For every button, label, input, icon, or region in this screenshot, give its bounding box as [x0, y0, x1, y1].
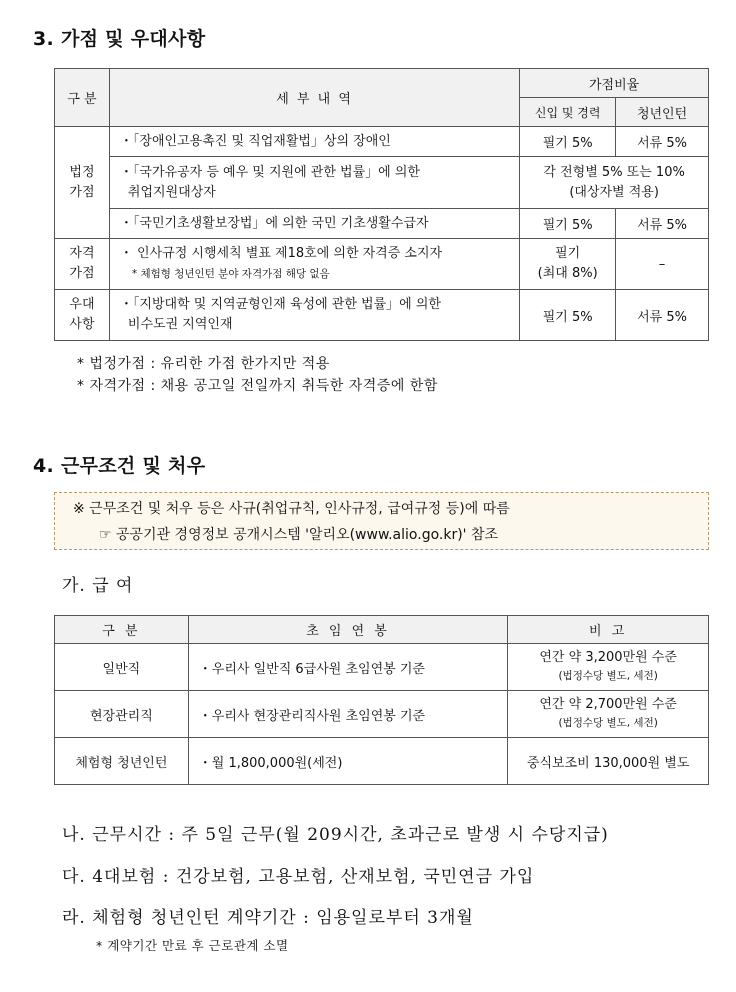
salary-row-2-note-line2: (법정수당 별도, 세전)	[558, 717, 658, 729]
col-ratio: 가점비율	[520, 69, 709, 98]
legal-row-2	[109, 157, 519, 209]
cert-row-detail: ・ 인사규정 시행세칙 별표 제18호에 의한 자격증 소지자	[119, 246, 443, 261]
cert-label-text: 자격 가점	[69, 246, 95, 281]
legal-row-1-new: 필기 5%	[520, 127, 616, 157]
legal-row-2-line1: ・「국가유공자 등 예우 및 지원에 관한 법률」에 의한	[119, 164, 420, 180]
legal-row-1-intern: 서류 5%	[616, 127, 709, 157]
salary-row-1-salary: ・우리사 일반직 6급사원 초임연봉 기준	[188, 644, 508, 691]
cert-row-new-line1: 필기	[555, 246, 581, 261]
legal-label	[55, 127, 110, 239]
cert-row-intern: –	[616, 239, 709, 290]
salary-row-2-cat: 현장관리직	[55, 691, 189, 738]
pref-row-intern: 서류 5%	[616, 290, 709, 341]
notice-line2: ☞ 공공기관 경영정보 공개시스템 '알리오(www.alio.go.kr)' 참조	[99, 527, 499, 543]
notice-box	[54, 492, 709, 550]
bonus-table	[54, 68, 709, 341]
pref-row-line2: 비수도권 지역인재	[127, 317, 233, 332]
salary-table	[54, 615, 709, 785]
col-intern: 청년인턴	[616, 98, 709, 127]
pref-row-new: 필기 5%	[520, 290, 616, 341]
salary-col-salary: 초 임 연 봉	[188, 616, 508, 644]
legal-row-3: ・「국민기초생활보장법」에 의한 국민 기초생활수급자	[109, 209, 519, 239]
section3-title: 3. 가점 및 우대사항	[33, 28, 206, 50]
cert-row-new-line2: (최대 8%)	[537, 266, 598, 281]
note-cert: * 자격가점 : 채용 공고일 전일까지 취득한 자격증에 한함	[77, 378, 438, 394]
col-new: 신입 및 경력	[520, 98, 616, 127]
sub-contract: 라. 체험형 청년인턴 계약기간 : 임용일로부터 3개월	[62, 908, 474, 928]
notice-line1: ※ 근무조건 및 처우 등은 사규(취업규칙, 인사규정, 급여규정 등)에 따름	[73, 501, 510, 517]
pref-row-line1: ・「지방대학 및 지역균형인재 육성에 관한 법률」에 의한	[119, 297, 441, 312]
salary-row-2-salary: ・우리사 현장관리직사원 초임연봉 기준	[188, 691, 508, 738]
col-detail: 세 부 내 역	[109, 69, 519, 127]
salary-col-category: 구 분	[55, 616, 189, 644]
salary-row-2-note	[508, 691, 709, 738]
pref-row	[109, 290, 519, 341]
sub-work-hours: 나. 근무시간 : 주 5일 근무(월 209시간, 초과근로 발생 시 수당지급)	[62, 825, 609, 845]
legal-row-2-line2: 취업지원대상자	[127, 184, 216, 200]
cert-label	[55, 239, 110, 290]
salary-row-1-note-line1: 연간 약 3,200만원 수준	[539, 650, 677, 665]
col-category: 구 분	[55, 69, 110, 127]
salary-col-note: 비 고	[508, 616, 709, 644]
cert-row	[109, 239, 519, 290]
cert-row-sub: * 체험형 청년인턴 분야 자격가점 해당 없음	[131, 268, 330, 280]
legal-row-2-ratio	[520, 157, 709, 209]
legal-row-2-ratio-line1: 각 전형별 5% 또는 10%	[543, 164, 685, 180]
legal-label-text: 법정 가점	[69, 164, 95, 200]
sub-insurance: 다. 4대보험 : 건강보험, 고용보험, 산재보험, 국민연금 가입	[62, 867, 535, 887]
legal-row-1: ・「장애인고용촉진 및 직업재활법」상의 장애인	[109, 127, 519, 157]
legal-row-3-new: 필기 5%	[520, 209, 616, 239]
pref-label	[55, 290, 110, 341]
note-legal: * 법정가점 : 유리한 가점 한가지만 적용	[77, 356, 330, 372]
sub-salary: 가. 급 여	[62, 576, 134, 596]
salary-row-1-cat: 일반직	[55, 644, 189, 691]
salary-row-2-note-line1: 연간 약 2,700만원 수준	[539, 697, 677, 712]
legal-row-2-ratio-line2: (대상자별 적용)	[569, 184, 659, 200]
salary-row-3-salary: ・월 1,800,000원(세전)	[188, 738, 508, 785]
salary-row-3-cat: 체험형 청년인턴	[55, 738, 189, 785]
pref-label-text: 우대 사항	[69, 297, 95, 332]
contract-note: * 계약기간 만료 후 근로관계 소멸	[96, 938, 289, 953]
salary-row-1-note-line2: (법정수당 별도, 세전)	[558, 670, 658, 682]
section4-title: 4. 근무조건 및 처우	[33, 455, 206, 477]
salary-row-3-note: 중식보조비 130,000원 별도	[508, 738, 709, 785]
cert-row-new	[520, 239, 616, 290]
legal-row-3-intern: 서류 5%	[616, 209, 709, 239]
salary-row-1-note	[508, 644, 709, 691]
